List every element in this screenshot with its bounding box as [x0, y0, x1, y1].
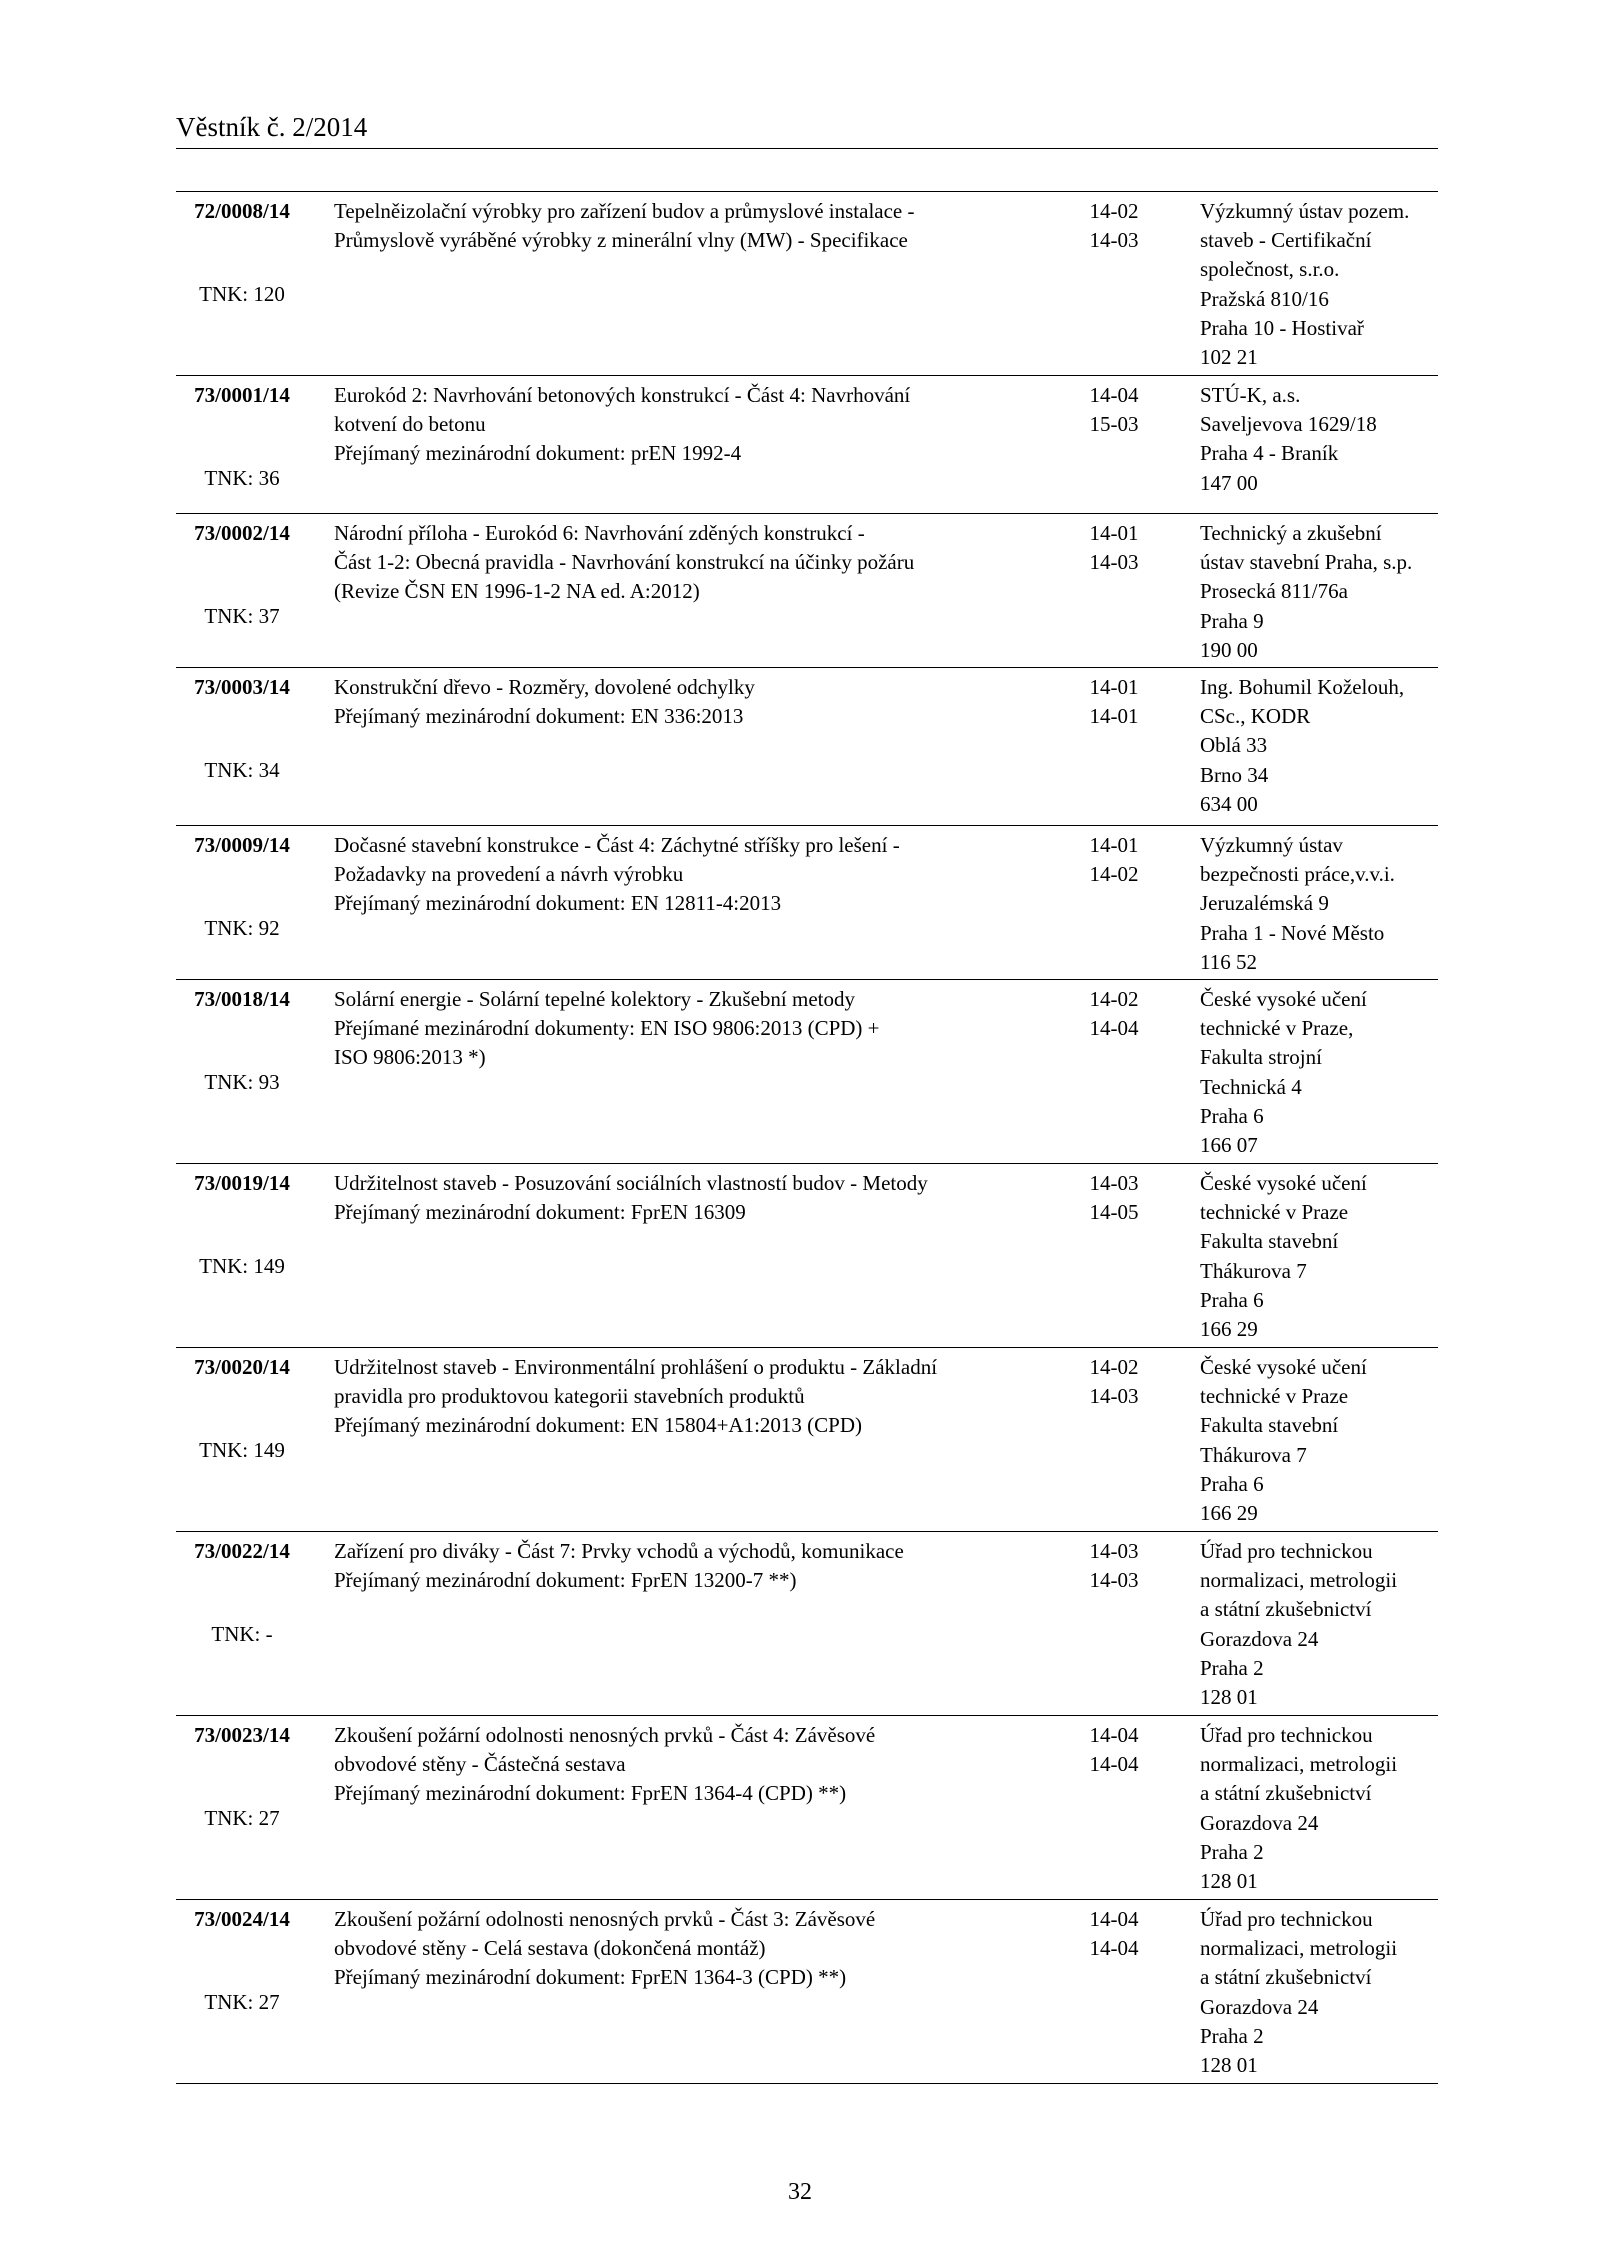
table-row — [176, 980, 1438, 1164]
standard-title — [334, 1537, 1054, 1595]
title-line: Tepelněizolační výrobky pro zařízení budov a průmyslové instalace - — [334, 199, 915, 223]
standard-title — [334, 831, 1054, 919]
standard-number: 72/0008/14 — [194, 199, 290, 223]
classification-code: 14-05 — [1089, 1200, 1139, 1225]
processor-address — [1200, 1905, 1440, 2080]
title-line: Přejímaný mezinárodní dokument: FprEN 13200-7 **) — [334, 1568, 797, 1593]
journal-title: Věstník č. 2/2014 — [176, 112, 368, 142]
processor-line: Gorazdova 24 — [1200, 1626, 1319, 1651]
processor-line: Thákurova 7 — [1200, 1442, 1307, 1467]
title-line: Přejímaný mezinárodní dokument: FprEN 1364-4 (CPD) **) — [334, 1781, 847, 1806]
processor-address — [1200, 831, 1440, 977]
processor-line: Technická 4 — [1200, 1074, 1302, 1099]
title-line: kotvení do betonu — [334, 412, 486, 437]
title-line: Požadavky na provedení a návrh výrobku — [334, 862, 684, 887]
processor-line: Praha 6 — [1200, 1287, 1264, 1312]
processor-line: normalizaci, metrologii — [1200, 1568, 1398, 1593]
table-row — [176, 1900, 1438, 2084]
standard-title — [334, 381, 1054, 469]
tnk-label: TNK: 34 — [204, 758, 280, 782]
tnk-label: TNK: 120 — [199, 282, 285, 306]
processor-line: 128 01 — [1200, 2053, 1258, 2078]
processor-line: Fakulta stavební — [1200, 1229, 1339, 1254]
processor-line: Prosecká 811/76a — [1200, 579, 1348, 604]
processor-line: společnost, s.r.o. — [1200, 257, 1340, 282]
processor-line: Saveljevova 1629/18 — [1200, 412, 1377, 437]
processor-line: Brno 34 — [1200, 762, 1269, 787]
processor-line: Praha 2 — [1200, 2023, 1264, 2048]
classification-code: 14-04 — [1089, 1723, 1139, 1747]
tnk-label: TNK: 27 — [204, 1990, 280, 2014]
processor-line: Thákurova 7 — [1200, 1258, 1307, 1283]
processor-line: 102 21 — [1200, 345, 1258, 370]
processor-line: 190 00 — [1200, 637, 1258, 662]
processor-line: Praha 10 - Hostivař — [1200, 315, 1364, 340]
tnk-label: TNK: - — [211, 1622, 273, 1646]
standard-title — [334, 1721, 1054, 1809]
table-row — [176, 826, 1438, 980]
title-line: Přejímaný mezinárodní dokument: FprEN 1364-3 (CPD) **) — [334, 1965, 847, 1990]
classification-codes — [1064, 831, 1164, 889]
processor-line: bezpečnosti práce,v.v.i. — [1200, 862, 1395, 887]
processor-line: technické v Praze, — [1200, 1016, 1354, 1041]
title-line: Přejímaný mezinárodní dokument: prEN 1992-4 — [334, 441, 742, 466]
title-line: (Revize ČSN EN 1996-1-2 NA ed. A:2012) — [334, 579, 700, 604]
title-line: Eurokód 2: Navrhování betonových konstrukcí - Část 4: Navrhování — [334, 383, 911, 407]
title-line: Přejímaný mezinárodní dokument: EN 336:2013 — [334, 704, 744, 729]
table-row — [176, 1532, 1438, 1716]
standard-title — [334, 197, 1054, 255]
tnk-label: TNK: 149 — [199, 1254, 285, 1278]
classification-code: 14-02 — [1089, 199, 1139, 223]
classification-codes — [1064, 985, 1164, 1043]
classification-code: 14-01 — [1089, 675, 1139, 699]
classification-code: 14-03 — [1089, 1384, 1139, 1409]
processor-line: 166 29 — [1200, 1501, 1258, 1526]
processor-line: a státní zkušebnictví — [1200, 1781, 1372, 1806]
processor-line: 128 01 — [1200, 1869, 1258, 1894]
title-line: Přejímané mezinárodní dokumenty: EN ISO 9806:2013 (CPD) + — [334, 1016, 880, 1041]
processor-line: technické v Praze — [1200, 1200, 1349, 1225]
classification-code: 15-03 — [1089, 412, 1139, 437]
classification-codes — [1064, 381, 1164, 439]
processor-line: Praha 2 — [1200, 1655, 1264, 1680]
title-line: pravidla pro produktovou kategorii stavebních produktů — [334, 1384, 805, 1409]
processor-line: technické v Praze — [1200, 1384, 1349, 1409]
title-line: Část 1-2: Obecná pravidla - Navrhování konstrukcí na účinky požáru — [334, 550, 915, 575]
classification-code: 14-03 — [1089, 550, 1139, 575]
processor-line: a státní zkušebnictví — [1200, 1965, 1372, 1990]
classification-code: 14-03 — [1089, 1568, 1139, 1593]
classification-code: 14-03 — [1089, 1539, 1139, 1563]
classification-code: 14-04 — [1089, 1907, 1139, 1931]
title-line: obvodové stěny - Částečná sestava — [334, 1752, 626, 1777]
processor-address — [1200, 1353, 1440, 1528]
title-line: Zkoušení požární odolnosti nenosných prvků - Část 3: Závěsové — [334, 1907, 876, 1931]
processor-line: Praha 2 — [1200, 1839, 1264, 1864]
classification-codes — [1064, 519, 1164, 577]
classification-code: 14-04 — [1089, 1752, 1139, 1777]
title-line: Konstrukční dřevo - Rozměry, dovolené odchylky — [334, 675, 755, 699]
processor-line: Jeruzalémská 9 — [1200, 891, 1329, 916]
processor-line: 634 00 — [1200, 791, 1258, 816]
page-header — [176, 112, 1438, 149]
processor-address — [1200, 1721, 1440, 1896]
table-row — [176, 376, 1438, 514]
processor-line: Praha 6 — [1200, 1103, 1264, 1128]
classification-code: 14-02 — [1089, 862, 1139, 887]
processor-line: STÚ-K, a.s. — [1200, 383, 1301, 407]
title-line: Přejímaný mezinárodní dokument: EN 12811-4:2013 — [334, 891, 782, 916]
processor-address — [1200, 381, 1440, 498]
standards-table — [176, 191, 1438, 2084]
tnk-label: TNK: 37 — [204, 604, 280, 628]
classification-codes — [1064, 673, 1164, 731]
standard-title — [334, 985, 1054, 1073]
processor-line: Pražská 810/16 — [1200, 286, 1329, 311]
classification-code: 14-04 — [1089, 383, 1139, 407]
table-row — [176, 1716, 1438, 1900]
classification-code: 14-01 — [1089, 833, 1139, 857]
processor-line: normalizaci, metrologii — [1200, 1936, 1398, 1961]
classification-code: 14-01 — [1089, 704, 1139, 729]
standard-title — [334, 519, 1054, 607]
table-row — [176, 514, 1438, 668]
title-line: Národní příloha - Eurokód 6: Navrhování zděných konstrukcí - — [334, 521, 865, 545]
tnk-label: TNK: 27 — [204, 1806, 280, 1830]
page-number: 32 — [788, 2179, 812, 2205]
processor-line: Úřad pro technickou — [1200, 1723, 1373, 1747]
table-row — [176, 1164, 1438, 1348]
classification-codes — [1064, 1169, 1164, 1227]
processor-line: České vysoké učení — [1200, 1171, 1367, 1195]
processor-line: a státní zkušebnictví — [1200, 1597, 1372, 1622]
processor-line: Ing. Bohumil Koželouh, — [1200, 675, 1405, 699]
processor-line: Fakulta strojní — [1200, 1045, 1322, 1070]
classification-code: 14-03 — [1089, 228, 1139, 253]
title-line: Udržitelnost staveb - Posuzování sociálních vlastností budov - Metody — [334, 1171, 928, 1195]
processor-line: České vysoké učení — [1200, 987, 1367, 1011]
processor-line: ústav stavební Praha, s.p. — [1200, 550, 1413, 575]
classification-code: 14-04 — [1089, 1016, 1139, 1041]
processor-line: Výzkumný ústav — [1200, 833, 1343, 857]
processor-line: Praha 4 - Braník — [1200, 441, 1339, 466]
title-line: Přejímaný mezinárodní dokument: FprEN 16309 — [334, 1200, 746, 1225]
classification-code: 14-01 — [1089, 521, 1139, 545]
processor-line: 166 07 — [1200, 1133, 1258, 1158]
processor-address — [1200, 197, 1440, 372]
title-line: ISO 9806:2013 *) — [334, 1045, 486, 1070]
classification-code: 14-04 — [1089, 1936, 1139, 1961]
classification-codes — [1064, 1721, 1164, 1779]
table-row — [176, 192, 1438, 376]
processor-address — [1200, 985, 1440, 1160]
title-line: Přejímaný mezinárodní dokument: EN 15804+A1:2013 (CPD) — [334, 1413, 863, 1438]
processor-line: Praha 6 — [1200, 1471, 1264, 1496]
title-line: Zkoušení požární odolnosti nenosných prvků - Část 4: Závěsové — [334, 1723, 876, 1747]
processor-line: 116 52 — [1200, 949, 1257, 974]
processor-line: Praha 9 — [1200, 608, 1264, 633]
processor-line: normalizaci, metrologii — [1200, 1752, 1398, 1777]
processor-line: 128 01 — [1200, 1685, 1258, 1710]
standard-number: 73/0009/14 — [194, 833, 290, 857]
standard-number: 73/0018/14 — [194, 987, 290, 1011]
classification-code: 14-02 — [1089, 987, 1139, 1011]
table-row — [176, 1348, 1438, 1532]
standard-number: 73/0024/14 — [194, 1907, 290, 1931]
processor-line: staveb - Certifikační — [1200, 228, 1372, 253]
title-line: Dočasné stavební konstrukce - Část 4: Záchytné stříšky pro lešení - — [334, 833, 900, 857]
processor-line: 166 29 — [1200, 1317, 1258, 1342]
standard-number: 73/0002/14 — [194, 521, 290, 545]
processor-line: Úřad pro technickou — [1200, 1539, 1373, 1563]
processor-line: Gorazdova 24 — [1200, 1810, 1319, 1835]
standard-number: 73/0019/14 — [194, 1171, 290, 1195]
processor-line: 147 00 — [1200, 470, 1258, 495]
standard-number: 73/0003/14 — [194, 675, 290, 699]
title-line: Průmyslově vyráběné výrobky z minerální vlny (MW) - Specifikace — [334, 228, 908, 253]
processor-line: České vysoké učení — [1200, 1355, 1367, 1379]
standard-number: 73/0001/14 — [194, 383, 290, 407]
processor-line: Praha 1 - Nové Město — [1200, 920, 1385, 945]
processor-line: Výzkumný ústav pozem. — [1200, 199, 1410, 223]
tnk-label: TNK: 36 — [204, 466, 280, 490]
processor-address — [1200, 1169, 1440, 1344]
processor-line: Fakulta stavební — [1200, 1413, 1339, 1438]
classification-codes — [1064, 1905, 1164, 1963]
standard-number: 73/0022/14 — [194, 1539, 290, 1563]
classification-codes — [1064, 197, 1164, 255]
classification-code: 14-03 — [1089, 1171, 1139, 1195]
table-row — [176, 668, 1438, 826]
processor-address — [1200, 673, 1440, 819]
processor-line: Gorazdova 24 — [1200, 1994, 1319, 2019]
tnk-label: TNK: 92 — [204, 916, 280, 940]
classification-codes — [1064, 1537, 1164, 1595]
standard-title — [334, 673, 1054, 731]
title-line: Zařízení pro diváky - Část 7: Prvky vchodů a východů, komunikace — [334, 1539, 904, 1563]
tnk-label: TNK: 93 — [204, 1070, 280, 1094]
standard-number: 73/0023/14 — [194, 1723, 290, 1747]
classification-codes — [1064, 1353, 1164, 1411]
standard-title — [334, 1169, 1054, 1227]
processor-address — [1200, 519, 1440, 665]
processor-line: Technický a zkušební — [1200, 521, 1382, 545]
standard-number: 73/0020/14 — [194, 1355, 290, 1379]
processor-line: Oblá 33 — [1200, 733, 1268, 758]
classification-code: 14-02 — [1089, 1355, 1139, 1379]
title-line: Udržitelnost staveb - Environmentální prohlášení o produktu - Základní — [334, 1355, 938, 1379]
title-line: obvodové stěny - Celá sestava (dokončená montáž) — [334, 1936, 766, 1961]
tnk-label: TNK: 149 — [199, 1438, 285, 1462]
title-line: Solární energie - Solární tepelné kolektory - Zkušební metody — [334, 987, 855, 1011]
processor-address — [1200, 1537, 1440, 1712]
standard-title — [334, 1353, 1054, 1441]
processor-line: CSc., KODR — [1200, 704, 1311, 729]
standard-title — [334, 1905, 1054, 1993]
processor-line: Úřad pro technickou — [1200, 1907, 1373, 1931]
